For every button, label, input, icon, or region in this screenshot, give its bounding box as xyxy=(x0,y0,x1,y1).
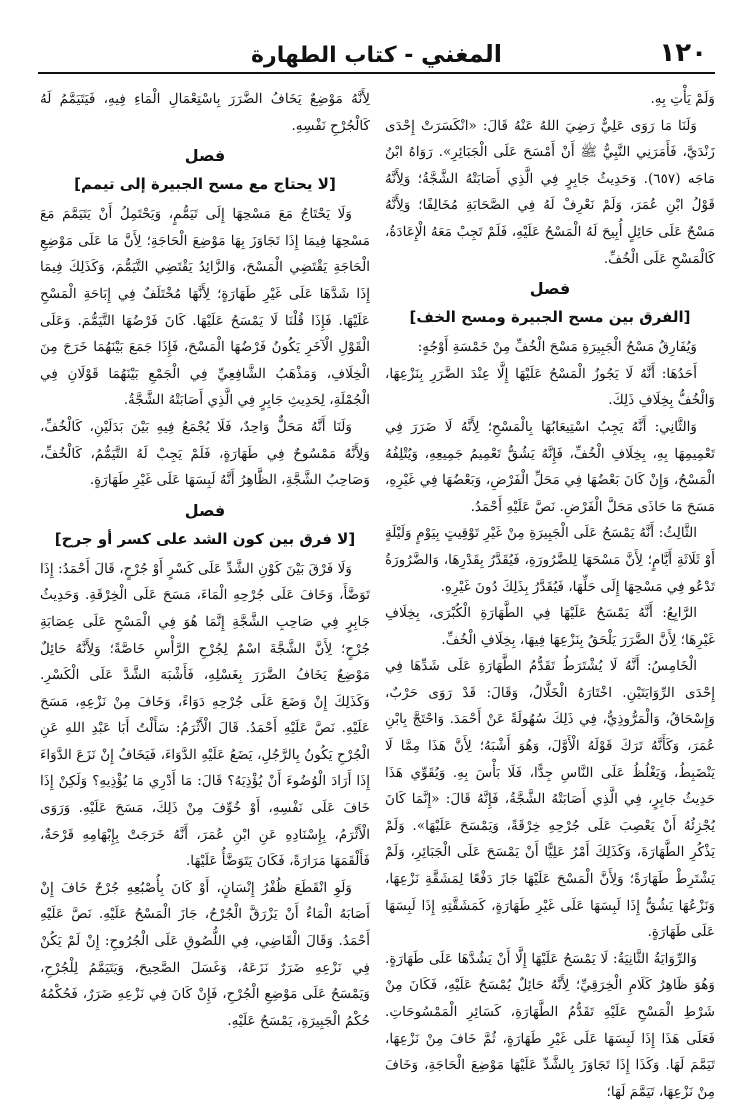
paragraph: لِأَنَّهُ مَوْضِعٌ يَخَافُ الضَّرَرَ بِاسْتِعْمَالِ الْمَاءِ فِيهِ، فَيَتَيَمَّمُ لَهُ كَالْجُرْحِ نَفْسِهِ. xyxy=(40,91,370,134)
paragraph: وَيُفَارِقُ مَسْحُ الْجَبِيرَةِ مَسْحَ الْخُفِّ مِنْ خَمْسَةِ أَوْجُهٍ: xyxy=(417,339,697,356)
paragraph: أَحَدُهَا: أَنَّهُ لَا يَجُوزُ الْمَسْحُ عَلَيْهَا إِلَّا عِنْدَ الضَّرَرِ بِنَزْعِهَا، وَالْخُفُّ بِخِلَافِ ذَلِكَ. xyxy=(385,365,715,409)
paragraph: وَلَنَا أَنَّهُ مَحَلٌّ وَاحِدٌ، فَلَا يُجْمَعُ فِيهِ بَيْنَ بَدَلَيْنِ، كَالْخُفِّ، وَلِأَنَّهُ مَمْسُوحٌ فِي طَهَارَةٍ، فَلَمْ يَجِبْ لَهُ التَّيَمُّمُ، كَالْخُفِّ، وَصَاحِبُ الشَّجَّةِ، الظَّاهِرُ أَنَّهُ لَبِسَهَا عَلَى غَيْرِ طَهَارَةٍ. xyxy=(40,418,370,489)
title-separator: - xyxy=(396,43,421,68)
section-heading: فصل xyxy=(184,500,226,520)
paragraph: وَلَا يَحْتَاجُ مَعَ مَسْحِهَا إِلَى تَيَمُّمٍ، وَيَحْتَمِلُ أَنْ يَتَيَمَّمَ مَعَ مَسْحِهَا فِيمَا إِذَا تَجَاوَزَ بِهَا مَوْضِعَ الْحَاجَةِ؛ لِأَنَّ مَا عَلَى مَوْضِعِ الْحَاجَةِ يَقْتَضِي الْمَسْحَ، وَالزَّائِدُ يَقْتَضِي التَّيَمُّمَ، وَكَذَلِكَ فِيمَا إِذَا شَدَّهَا عَلَى غَيْرِ طَهَارَةٍ؛ لِأَنَّهَا مُخْتَلَفٌ فِي إِبَاحَةِ الْمَسْحِ عَلَيْهَا. فَإِذَا قُلْنَا لَا يَمْسَحُ عَلَيْهَا. كَانَ فَرْضُهَا التَّيَمُّمَ. وَعَلَى الْقَوْلِ الْآخَرِ يَكُونُ فَرْضُهَا الْمَسْحَ، فَإِذَا جَمَعَ بَيْنَهُمَا خَرَجَ مِنَ الْخِلَافِ، وَمَذْهَبُ الشَّافِعِيِّ فِي الْجَمْعِ بَيْنَهُمَا قَوْلَانِ فِي الْجُمْلَةِ، لِحَدِيثِ جَابِرٍ فِي الَّذِي أَصَابَتْهُ الشَّجَّةُ. xyxy=(40,206,370,409)
page-number: ١٢٠ xyxy=(659,38,707,68)
chapter-name: كتاب الطهارة xyxy=(251,43,397,68)
paragraph: وَالرِّوَايَةُ الثَّانِيَةُ: لَا يَمْسَحُ عَلَيْهَا إِلَّا أَنْ يَشُدَّهَا عَلَى طَهَارَةٍ. وَهُوَ ظَاهِرُ كَلَامِ الْخِرَقِيِّ؛ لِأَنَّهُ حَائِلٌ يُمْسَحُ عَلَيْهِ، فَكَانَ مِنْ شَرْطِ الْمَسْحِ عَلَيْهِ تَقَدُّمُ الطَّهَارَةِ، كَسَائِرِ الْمَمْسُوحَاتِ. فَعَلَى هَذَا إِذَا لَبِسَهَا عَلَى غَيْرِ طَهَارَةٍ، ثُمَّ خَافَ مِنْ نَزْعِهَا، تَيَمَّمَ لَهَا. وَكَذَا إِذَا تَجَاوَزَ بِالشَّدِّ عَلَيْهَا مَوْضِعَ الْحَاجَةِ، وَخَافَ مِنْ نَزْعِهَا، تَيَمَّمَ لَهَا؛ xyxy=(385,950,715,1100)
section-heading: فصل xyxy=(184,146,226,166)
section-subheading: [الفرق بين مسح الجبيرة ومسح الخف] xyxy=(409,308,691,327)
page-header xyxy=(38,38,715,74)
section-subheading: [لا فرق بين كون الشد على كسر أو جرح] xyxy=(54,529,356,548)
paragraph: وَلَنَا مَا رَوَى عَلِيٌّ رَضِيَ اللهُ عَنْهُ قَالَ: «انْكَسَرَتْ إِحْدَى زَنْدَيَّ، فَأَمَرَنِي النَّبِيُّ ﷺ أَنْ أَمْسَحَ عَلَى الْجَبَائِرِ». رَوَاهُ ابْنُ مَاجَه (٦٥٧). وَحَدِيثُ جَابِرٍ فِي الَّذِي أَصَابَتْهُ الشَّجَّةُ؛ وَلِأَنَّهُ قَوْلُ ابْنِ عُمَرَ، وَلَمْ نَعْرِفْ لَهُ فِي الصَّحَابَةِ مُخَالِفًا؛ وَلِأَنَّهُ مَسْحٌ عَلَى حَائِلٍ أُبِيحَ لَهُ الْمَسْحُ عَلَيْهِ، فَلَمْ تَجِبْ مَعَهُ الْإِعَادَةُ، كَالْمَسْحِ عَلَى الْخُفِّ. xyxy=(385,117,715,267)
running-title xyxy=(38,40,715,68)
paragraph: الثَّالِثُ: أَنَّهُ يَمْسَحُ عَلَى الْجَبِيرَةِ مِنْ غَيْرِ تَوْقِيتٍ بِيَوْمٍ وَلَيْلَةٍ أَوْ ثَلَاثَةِ أَيَّامٍ؛ لِأَنَّ مَسْحَهَا لِلضَّرُورَةِ، فَيُقَدَّرُ بِقَدْرِهَا، وَالضَّرُورَةُ تَدْعُو فِي مَسْحِهَا إِلَى حَلِّهَا، فَيُقَدَّرُ بِذَلِكَ دُونَ غَيْرِهِ. xyxy=(385,525,715,595)
section-subheading: [لا يحتاج مع مسح الجبيرة إلى تيمم] xyxy=(74,175,336,194)
paragraph: وَلَا فَرْقَ بَيْنَ كَوْنِ الشَّدِّ عَلَى كَسْرٍ أَوْ جُرْحٍ، قَالَ أَحْمَدُ: إِذَا تَوَضَّأَ، وَخَافَ عَلَى جُرْحِهِ الْمَاءَ، مَسَحَ عَلَى الْخِرْقَةِ. وَحَدِيثُ جَابِرٍ فِي صَاحِبِ الشَّجَّةِ إِنَّمَا هُوَ فِي الْمَسْحِ عَلَى عِصَابَةِ جُرْحٍ؛ لِأَنَّ الشَّجَّةَ اسْمٌ لِجُرْحِ الرَّأْسِ خَاصَّةً؛ وَلِأَنَّهُ حَائِلٌ مَوْضِعٌ يَخَافُ الضَّرَرَ بِغَسْلِهِ، فَأَشْبَهَ الشَّدَّ عَلَى الْكَسْرِ. وَكَذَلِكَ إِنْ وَضَعَ عَلَى جُرْحِهِ دَوَاءً، وَخَافَ مِنْ نَزْعِهِ، مَسَحَ عَلَيْهِ. نَصَّ عَلَيْهِ أَحْمَدُ. قَالَ الْأَثْرَمُ: سَأَلْتُ أَبَا عَبْدِ اللهِ عَنِ الْجُرْحِ يَكُونُ بِالرَّجُلِ، يَضَعُ عَلَيْهِ الدَّوَاءَ، فَيَخَافُ إِنْ نَزَعَ الدَّوَاءَ إِذَا أَرَادَ الْوُضُوءَ أَنْ يُؤْذِيَهُ؟ قَالَ: مَا أَدْرِي مَا يُؤْذِيهِ؟ وَلَكِنْ إِذَا خَافَ عَلَى نَفْسِهِ، أَوْ خُوِّفَ مِنْ ذَلِكَ، مَسَحَ عَلَيْهِ. وَرَوَى الْأَثْرَمُ، بِإِسْنَادِهِ عَنِ ابْنِ عُمَرَ، أَنَّهُ خَرَجَتْ بِإِبْهَامِهِ قَرْحَةٌ، فَأَلْقَمَهَا مَرَارَةً، فَكَانَ يَتَوَضَّأُ عَلَيْهَا. xyxy=(40,560,370,870)
paragraph: وَلَمْ يَأْتِ بِهِ. xyxy=(650,91,715,107)
paragraph: وَلَوِ انْقَطَعَ ظُفْرُ إِنْسَانٍ، أَوْ كَانَ بِأُصْبُعِهِ جُرْحٌ خَافَ إِنْ أَصَابَهُ الْمَاءُ أَنْ يَزْرَقَّ الْجُرْحُ، جَازَ الْمَسْحُ عَلَيْهِ. نَصَّ عَلَيْهِ أَحْمَدُ. وَقَالَ الْقَاضِي، فِي اللُّصُوقِ عَلَى الْجُرُوحِ: إِنْ لَمْ يَكُنْ فِي نَزْعِهِ ضَرَرٌ نَزَعَهُ، وَغَسَلَ الصَّحِيحَ، وَيَتَيَمَّمُ لِلْجُرْحِ، وَيَمْسَحُ عَلَى مَوْضِعِ الْجُرْحِ، فَإِنْ كَانَ فِي نَزْعِهِ ضَرَرٌ، فَحُكْمُهُ حُكْمُ الْجَبِيرَةِ، يَمْسَحُ عَلَيْهِ. xyxy=(40,879,370,1029)
book-name: المغني xyxy=(420,40,502,68)
left-column xyxy=(40,86,370,1068)
paragraph: الرَّابِعُ: أَنَّهُ يَمْسَحُ عَلَيْهَا فِي الطَّهَارَةِ الْكُبْرَى، بِخِلَافِ غَيْرِهَا؛ لِأَنَّ الضَّرَرَ يَلْحَقُ بِنَزْعِهَا فِيهَا، بِخِلَافِ الْخُفِّ. xyxy=(385,605,715,648)
paragraph: وَالثَّانِي: أَنَّهُ يَجِبُ اسْتِيعَابُهَا بِالْمَسْحِ؛ لِأَنَّهُ لَا ضَرَرَ فِي تَعْمِيمِهَا بِهِ، بِخِلَافِ الْخُفِّ، فَإِنَّهُ يَشُقُّ تَعْمِيمُ جَمِيعِهِ، وَيُتْلِفُهُ الْمَسْحُ، وَإِنْ كَانَ بَعْضُهَا فِي مَحَلِّ الْفَرْضِ، وَبَعْضُهَا فِي غَيْرِهِ، مَسَحَ مَا حَاذَى مَحَلَّ الْفَرْضِ. نَصَّ عَلَيْهِ أَحْمَدُ. xyxy=(385,418,715,515)
right-column xyxy=(385,86,715,1100)
section-heading: فصل xyxy=(529,279,571,299)
paragraph: الْخَامِسُ: أَنَّهُ لَا يُشْتَرَطُ تَقَدُّمُ الطَّهَارَةِ عَلَى شَدِّهَا فِي إِحْدَى الرِّوَايَتَيْنِ. اخْتَارَهُ الْخَلَّالُ، وَقَالَ: قَدْ رَوَى حَرْبٌ، وَإِسْحَاقُ، وَالْمَرُّوذِيُّ، فِي ذَلِكَ سُهُولَةً عَنْ أَحْمَدَ. وَاحْتَجَّ بِابْنِ عُمَرَ، وَكَأَنَّهُ تَرَكَ قَوْلَهُ الْأَوَّلَ، وَهُوَ أَشْبَهُ؛ لِأَنَّ هَذَا مِمَّا لَا يَنْضَبِطُ، وَيَغْلُظُ عَلَى النَّاسِ جِدًّا، فَلَا بَأْسَ بِهِ. وَيُقَوِّي هَذَا حَدِيثُ جَابِرٍ، فِي الَّذِي أَصَابَتْهُ الشَّجَّةُ، فَإِنَّهُ قَالَ: «إِنَّمَا كَانَ يُجْزِئُهُ أَنْ يَعْصِبَ عَلَى جُرْحِهِ خِرْقَةً، وَيَمْسَحَ عَلَيْهَا». وَلَمْ يَذْكُرِ الطَّهَارَةَ، وَكَذَلِكَ أَمْرُ عَلِيًّا أَنْ يَمْسَحَ عَلَى الْجَبَائِرِ، وَلَمْ يَشْتَرِطْ طَهَارَةً؛ وَلِأَنَّ الْمَسْحَ عَلَيْهَا جَازَ دَفْعًا لِمَشَقَّةِ نَزْعِهَا، وَنَزْعُهَا يَشُقُّ إِذَا لَبِسَهَا عَلَى غَيْرِ طَهَارَةٍ، كَمَشَقَّتِهِ إِذَا لَبِسَهَا عَلَى طَهَارَةٍ. xyxy=(385,658,715,941)
